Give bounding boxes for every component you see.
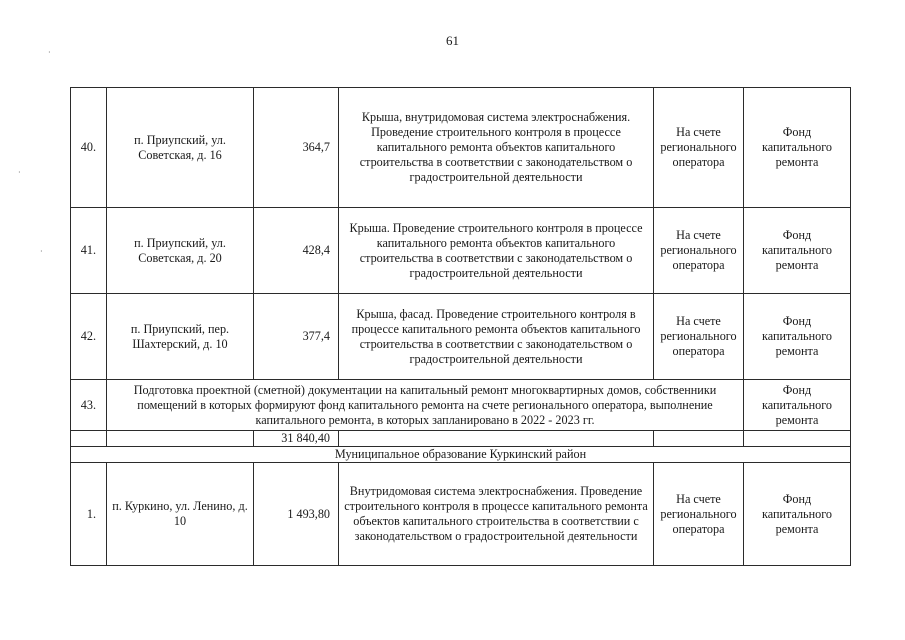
row-number: 42.	[71, 294, 107, 380]
account-cell: На счете регионального оператора	[654, 88, 744, 208]
total-row	[71, 431, 851, 447]
row-number: 41.	[71, 208, 107, 294]
design-documentation-cell: Подготовка проектной (сметной) документации на капитальный ремонт многоквартирных домов, собственники помещений в которых формируют фонд капитального ремонта на счете регионального оператора, выполнение капитального ремонта, в которых запланировано в 2022 - 2023 гг.	[107, 380, 744, 431]
area-cell: 377,4	[254, 294, 339, 380]
area-cell: 364,7	[254, 88, 339, 208]
funding-source-cell: Фонд капитального ремонта	[744, 88, 851, 208]
table-row	[71, 88, 851, 208]
funding-source-cell: Фонд капитального ремонта	[744, 294, 851, 380]
page-number: 61	[446, 33, 459, 48]
table-row	[71, 463, 851, 566]
empty-cell	[107, 431, 254, 447]
section-title: Муниципальное образование Куркинский район	[71, 447, 851, 463]
account-cell: На счете регионального оператора	[654, 463, 744, 566]
area-cell: 1 493,80	[254, 463, 339, 566]
address-cell: п. Приупский, пер. Шахтерский, д. 10	[107, 294, 254, 380]
table-row	[71, 380, 851, 431]
account-cell: На счете регионального оператора	[654, 208, 744, 294]
address-cell: п. Куркино, ул. Ленино, д. 10	[107, 463, 254, 566]
empty-cell	[339, 431, 654, 447]
table-row	[71, 294, 851, 380]
works-cell: Крыша. Проведение строительного контроля в процессе капитального ремонта объектов капитального строительства в соответствии с законодательством о градостроительной деятельности	[339, 208, 654, 294]
funding-source-cell: Фонд капитального ремонта	[744, 463, 851, 566]
row-number: 43.	[71, 380, 107, 431]
row-number: 1.	[71, 463, 107, 566]
area-cell: 428,4	[254, 208, 339, 294]
row-number: 40.	[71, 88, 107, 208]
works-cell: Крыша, фасад. Проведение строительного контроля в процессе капитального ремонта объектов капитального строительства в соответствии с законодательством о градостроительной деятельности	[339, 294, 654, 380]
scan-speck: ·	[18, 168, 21, 177]
empty-cell	[71, 431, 107, 447]
account-cell: На счете регионального оператора	[654, 294, 744, 380]
funding-source-cell: Фонд капитального ремонта	[744, 380, 851, 431]
empty-cell	[654, 431, 744, 447]
funding-source-cell: Фонд капитального ремонта	[744, 208, 851, 294]
scan-speck: ·	[48, 48, 51, 57]
table-row	[71, 208, 851, 294]
empty-cell	[744, 431, 851, 447]
repair-register-table	[70, 87, 851, 566]
works-cell: Крыша, внутридомовая система электроснабжения. Проведение строительного контроля в процессе капитального ремонта объектов капитального строительства в соответствии с законодательством о градостроительной деятельности	[339, 88, 654, 208]
total-area-cell: 31 840,40	[254, 431, 339, 447]
address-cell: п. Приупский, ул. Советская, д. 16	[107, 88, 254, 208]
section-header-row	[71, 447, 851, 463]
address-cell: п. Приупский, ул. Советская, д. 20	[107, 208, 254, 294]
scan-speck: ·	[40, 247, 43, 256]
works-cell: Внутридомовая система электроснабжения. Проведение строительного контроля в процессе капитального ремонта объектов капитального строительства в соответствии с законодательством о градостроительной деятельности	[339, 463, 654, 566]
